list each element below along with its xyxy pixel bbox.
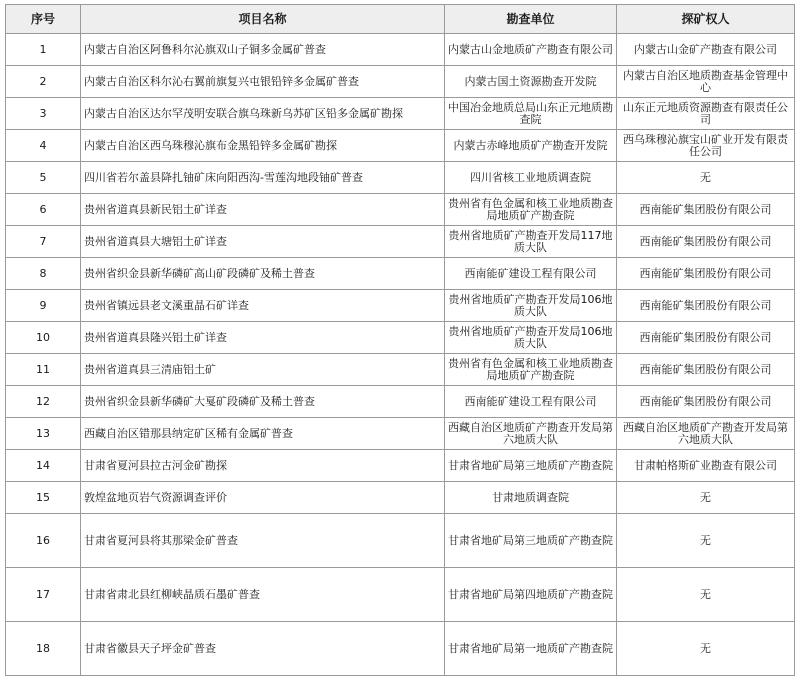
project-name: 内蒙古自治区西乌珠穆沁旗布金黑铅锌多金属矿勘探	[81, 130, 445, 162]
row-number: 11	[6, 354, 81, 386]
table-row	[6, 258, 795, 290]
project-name: 四川省若尔盖县降扎铀矿床向阳西沟-雪莲沟地段铀矿普查	[81, 162, 445, 194]
project-name: 贵州省道真县三清庙铝土矿	[81, 354, 445, 386]
table-row	[6, 568, 795, 622]
right-holder: 内蒙古山金矿产勘查有限公司	[617, 34, 795, 66]
row-number: 12	[6, 386, 81, 418]
survey-unit: 内蒙古国土资源勘查开发院	[445, 66, 617, 98]
survey-unit: 甘肃省地矿局第三地质矿产勘查院	[445, 450, 617, 482]
survey-unit: 内蒙古山金地质矿产勘查有限公司	[445, 34, 617, 66]
row-number: 8	[6, 258, 81, 290]
right-holder: 西南能矿集团股份有限公司	[617, 322, 795, 354]
row-number: 5	[6, 162, 81, 194]
project-name: 贵州省道真县隆兴铝土矿详查	[81, 322, 445, 354]
right-holder: 西南能矿集团股份有限公司	[617, 258, 795, 290]
table-row	[6, 386, 795, 418]
right-holder: 甘肃帕格斯矿业勘查有限公司	[617, 450, 795, 482]
survey-unit: 贵州省有色金属和核工业地质勘查局地质矿产勘查院	[445, 194, 617, 226]
project-name: 敦煌盆地页岩气资源调查评价	[81, 482, 445, 514]
project-name: 贵州省镇远县老文溪重晶石矿详查	[81, 290, 445, 322]
header-no: 序号	[6, 5, 81, 34]
survey-unit: 贵州省有色金属和核工业地质勘查局地质矿产勘查院	[445, 354, 617, 386]
table-header-row	[6, 5, 795, 34]
project-name: 贵州省道真县大塘铝土矿详查	[81, 226, 445, 258]
row-number: 2	[6, 66, 81, 98]
survey-unit: 西藏自治区地质矿产勘查开发局第六地质大队	[445, 418, 617, 450]
survey-unit: 甘肃省地矿局第四地质矿产勘查院	[445, 568, 617, 622]
table-row	[6, 162, 795, 194]
survey-unit: 贵州省地质矿产勘查开发局106地质大队	[445, 290, 617, 322]
project-name: 贵州省道真县新民铝土矿详查	[81, 194, 445, 226]
row-number: 18	[6, 622, 81, 676]
row-number: 16	[6, 514, 81, 568]
row-number: 3	[6, 98, 81, 130]
exploration-projects-table	[5, 4, 795, 676]
right-holder: 西南能矿集团股份有限公司	[617, 354, 795, 386]
table-row	[6, 98, 795, 130]
survey-unit: 贵州省地质矿产勘查开发局117地质大队	[445, 226, 617, 258]
table-row	[6, 66, 795, 98]
right-holder: 无	[617, 568, 795, 622]
row-number: 7	[6, 226, 81, 258]
header-holder: 探矿权人	[617, 5, 795, 34]
right-holder: 内蒙古自治区地质勘查基金管理中心	[617, 66, 795, 98]
right-holder: 西藏自治区地质矿产勘查开发局第六地质大队	[617, 418, 795, 450]
table-row	[6, 34, 795, 66]
project-name: 贵州省织金县新华磷矿大戛矿段磷矿及稀土普查	[81, 386, 445, 418]
right-holder: 西南能矿集团股份有限公司	[617, 194, 795, 226]
header-unit: 勘查单位	[445, 5, 617, 34]
survey-unit: 贵州省地质矿产勘查开发局106地质大队	[445, 322, 617, 354]
right-holder: 无	[617, 482, 795, 514]
table-row	[6, 482, 795, 514]
row-number: 15	[6, 482, 81, 514]
project-name: 甘肃省夏河县将其那梁金矿普查	[81, 514, 445, 568]
row-number: 6	[6, 194, 81, 226]
project-name: 甘肃省徽县天子坪金矿普查	[81, 622, 445, 676]
right-holder: 西南能矿集团股份有限公司	[617, 290, 795, 322]
table-row	[6, 226, 795, 258]
table-row	[6, 622, 795, 676]
right-holder: 西南能矿集团股份有限公司	[617, 226, 795, 258]
row-number: 13	[6, 418, 81, 450]
survey-unit: 四川省核工业地质调查院	[445, 162, 617, 194]
survey-unit: 甘肃地质调查院	[445, 482, 617, 514]
project-name: 甘肃省夏河县拉古河金矿勘探	[81, 450, 445, 482]
header-name: 项目名称	[81, 5, 445, 34]
table-row	[6, 130, 795, 162]
right-holder: 西乌珠穆沁旗宝山矿业开发有限责任公司	[617, 130, 795, 162]
right-holder: 西南能矿集团股份有限公司	[617, 386, 795, 418]
row-number: 10	[6, 322, 81, 354]
right-holder: 山东正元地质资源勘查有限责任公司	[617, 98, 795, 130]
survey-unit: 内蒙古赤峰地质矿产勘查开发院	[445, 130, 617, 162]
row-number: 14	[6, 450, 81, 482]
row-number: 9	[6, 290, 81, 322]
survey-unit: 中国冶金地质总局山东正元地质勘查院	[445, 98, 617, 130]
row-number: 1	[6, 34, 81, 66]
right-holder: 无	[617, 162, 795, 194]
project-name: 内蒙古自治区达尔罕茂明安联合旗乌珠新乌苏矿区铅多金属矿勘探	[81, 98, 445, 130]
right-holder: 无	[617, 514, 795, 568]
table-row	[6, 290, 795, 322]
survey-unit: 甘肃省地矿局第三地质矿产勘查院	[445, 514, 617, 568]
survey-unit: 西南能矿建设工程有限公司	[445, 258, 617, 290]
table-row	[6, 450, 795, 482]
project-name: 甘肃省肃北县红柳峡晶质石墨矿普查	[81, 568, 445, 622]
project-name: 西藏自治区错那县纳定矿区稀有金属矿普查	[81, 418, 445, 450]
row-number: 4	[6, 130, 81, 162]
row-number: 17	[6, 568, 81, 622]
project-name: 内蒙古自治区阿鲁科尔沁旗双山子铜多金属矿普查	[81, 34, 445, 66]
table-row	[6, 322, 795, 354]
table-row	[6, 354, 795, 386]
project-name: 内蒙古自治区科尔沁右翼前旗复兴屯银铅锌多金属矿普查	[81, 66, 445, 98]
survey-unit: 西南能矿建设工程有限公司	[445, 386, 617, 418]
table-row	[6, 418, 795, 450]
table-row	[6, 514, 795, 568]
table-row	[6, 194, 795, 226]
right-holder: 无	[617, 622, 795, 676]
survey-unit: 甘肃省地矿局第一地质矿产勘查院	[445, 622, 617, 676]
project-name: 贵州省织金县新华磷矿高山矿段磷矿及稀土普查	[81, 258, 445, 290]
